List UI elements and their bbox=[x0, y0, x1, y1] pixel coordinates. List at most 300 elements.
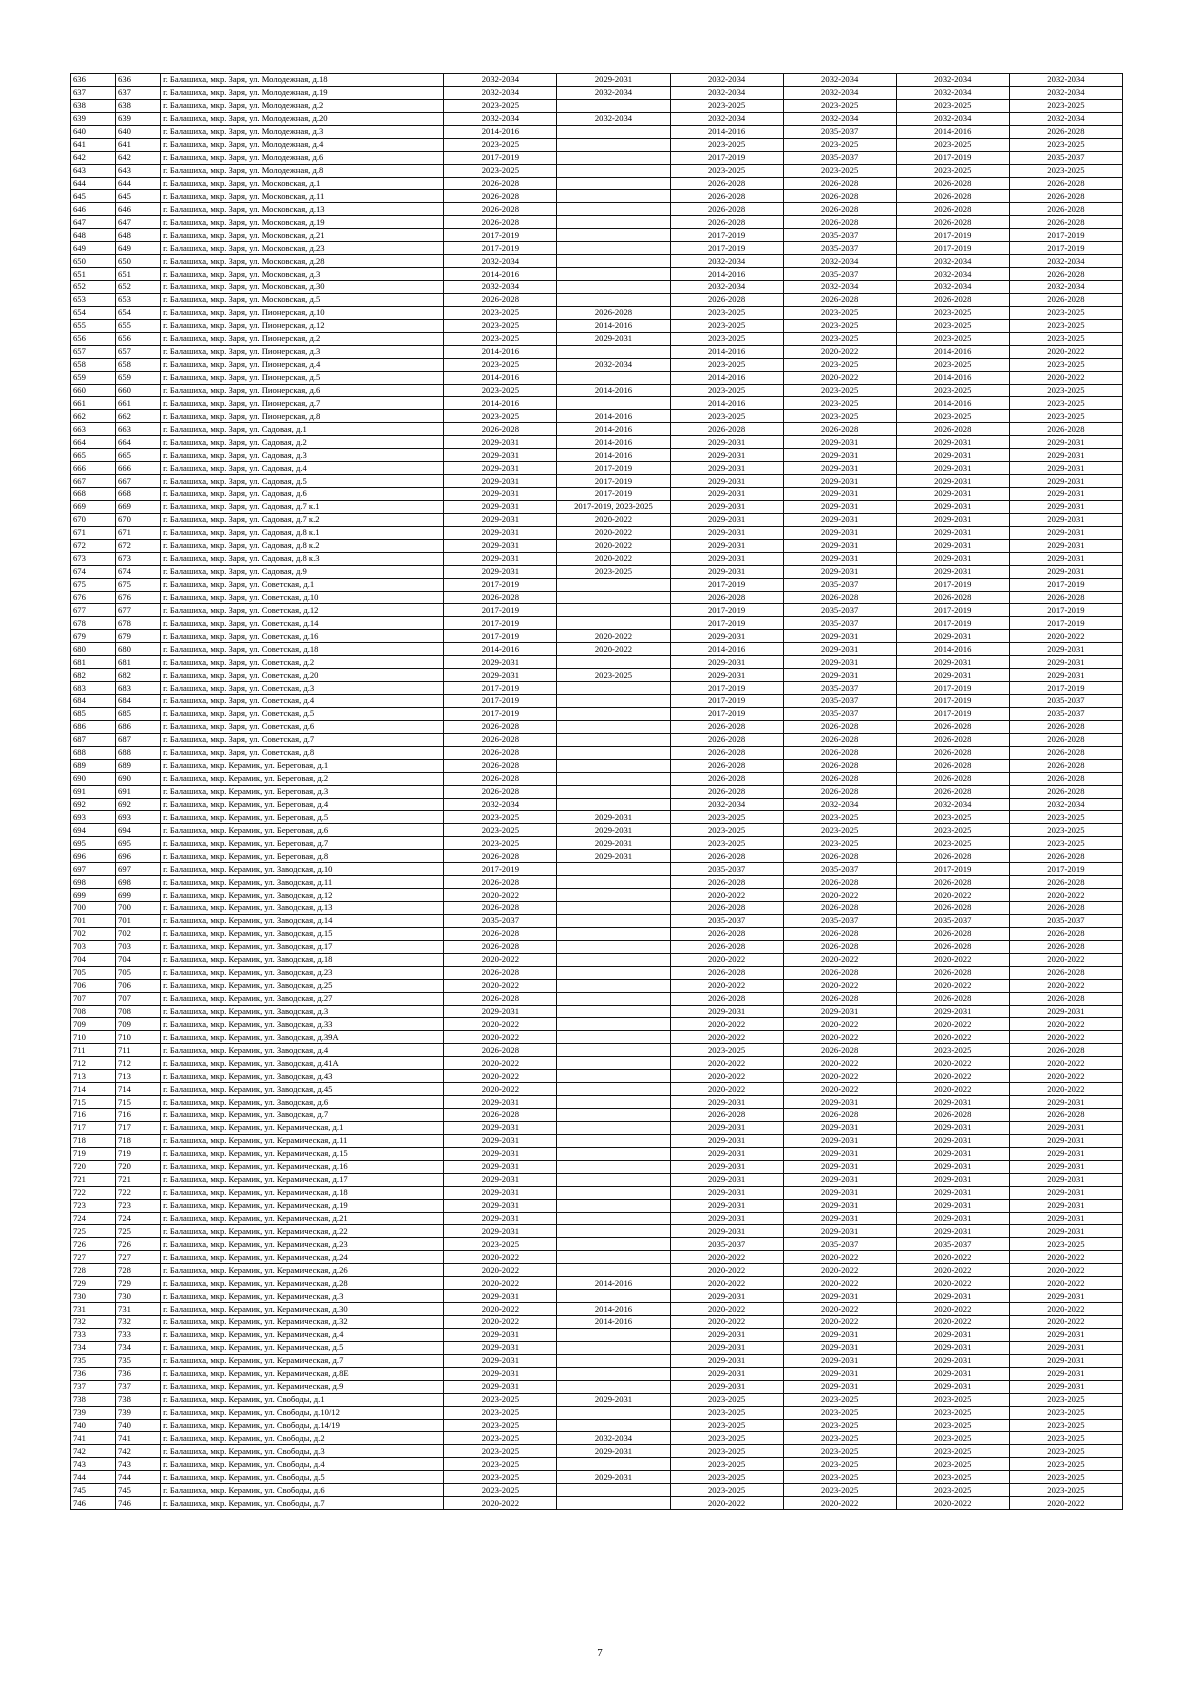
period-cell-4: 2032-2034 bbox=[783, 86, 896, 99]
row-number-cell: 672 bbox=[71, 539, 116, 552]
period-cell-5: 2026-2028 bbox=[896, 720, 1009, 733]
period-cell-2 bbox=[557, 578, 670, 591]
row-number-cell: 665 bbox=[71, 449, 116, 462]
period-cell-3: 2032-2034 bbox=[670, 74, 783, 87]
period-cell-2 bbox=[557, 1290, 670, 1303]
table-row bbox=[71, 112, 1123, 125]
period-cell-4: 2032-2034 bbox=[783, 281, 896, 294]
address-cell: г. Балашиха, мкр. Заря, ул. Советская, д.18 bbox=[161, 643, 444, 656]
row-number-cell: 649 bbox=[71, 242, 116, 255]
address-cell: г. Балашиха, мкр. Заря, ул. Московская, д.28 bbox=[161, 255, 444, 268]
row-number-cell: 659 bbox=[71, 371, 116, 384]
registry-number-cell: 706 bbox=[116, 979, 161, 992]
period-cell-3: 2026-2028 bbox=[670, 927, 783, 940]
period-cell-6: 2029-2031 bbox=[1009, 526, 1122, 539]
period-cell-5: 2029-2031 bbox=[896, 1328, 1009, 1341]
period-cell-2 bbox=[557, 1238, 670, 1251]
registry-number-cell: 652 bbox=[116, 281, 161, 294]
registry-number-cell: 721 bbox=[116, 1173, 161, 1186]
period-cell-1: 2035-2037 bbox=[444, 914, 557, 927]
period-cell-6: 2026-2028 bbox=[1009, 177, 1122, 190]
row-number-cell: 695 bbox=[71, 837, 116, 850]
row-number-cell: 671 bbox=[71, 526, 116, 539]
period-cell-2 bbox=[557, 876, 670, 889]
period-cell-2 bbox=[557, 656, 670, 669]
address-cell: г. Балашиха, мкр. Керамик, ул. Керамическая, д.32 bbox=[161, 1316, 444, 1329]
period-cell-5: 2023-2025 bbox=[896, 1419, 1009, 1432]
table-row bbox=[71, 500, 1123, 513]
period-cell-3: 2014-2016 bbox=[670, 397, 783, 410]
period-cell-4: 2035-2037 bbox=[783, 682, 896, 695]
period-cell-5: 2023-2025 bbox=[896, 1471, 1009, 1484]
period-cell-6: 2017-2019 bbox=[1009, 604, 1122, 617]
period-cell-6: 2017-2019 bbox=[1009, 578, 1122, 591]
schedule-table bbox=[70, 73, 1123, 1510]
registry-number-cell: 679 bbox=[116, 630, 161, 643]
period-cell-2: 2032-2034 bbox=[557, 358, 670, 371]
row-number-cell: 678 bbox=[71, 617, 116, 630]
registry-number-cell: 726 bbox=[116, 1238, 161, 1251]
period-cell-6: 2020-2022 bbox=[1009, 1251, 1122, 1264]
period-cell-3: 2035-2037 bbox=[670, 914, 783, 927]
period-cell-5: 2029-2031 bbox=[896, 1160, 1009, 1173]
address-cell: г. Балашиха, мкр. Керамик, ул. Свободы, д.1 bbox=[161, 1393, 444, 1406]
registry-number-cell: 725 bbox=[116, 1225, 161, 1238]
period-cell-1: 2026-2028 bbox=[444, 720, 557, 733]
address-cell: г. Балашиха, мкр. Керамик, ул. Свободы, д.3 bbox=[161, 1445, 444, 1458]
table-row bbox=[71, 720, 1123, 733]
period-cell-4: 2029-2031 bbox=[783, 1096, 896, 1109]
table-row bbox=[71, 876, 1123, 889]
row-number-cell: 680 bbox=[71, 643, 116, 656]
period-cell-6: 2029-2031 bbox=[1009, 1134, 1122, 1147]
address-cell: г. Балашиха, мкр. Керамик, ул. Свободы, д.4 bbox=[161, 1458, 444, 1471]
address-cell: г. Балашиха, мкр. Керамик, ул. Береговая, д.6 bbox=[161, 824, 444, 837]
period-cell-4: 2026-2028 bbox=[783, 850, 896, 863]
period-cell-6: 2023-2025 bbox=[1009, 824, 1122, 837]
table-row bbox=[71, 953, 1123, 966]
table-row bbox=[71, 565, 1123, 578]
period-cell-3: 2017-2019 bbox=[670, 617, 783, 630]
table-row bbox=[71, 1134, 1123, 1147]
period-cell-3: 2017-2019 bbox=[670, 604, 783, 617]
period-cell-2 bbox=[557, 759, 670, 772]
period-cell-6: 2029-2031 bbox=[1009, 1225, 1122, 1238]
period-cell-6: 2029-2031 bbox=[1009, 552, 1122, 565]
period-cell-5: 2020-2022 bbox=[896, 1277, 1009, 1290]
period-cell-1: 2029-2031 bbox=[444, 488, 557, 501]
address-cell: г. Балашиха, мкр. Заря, ул. Московская, д.11 bbox=[161, 190, 444, 203]
table-row bbox=[71, 1070, 1123, 1083]
address-cell: г. Балашиха, мкр. Заря, ул. Московская, д.3 bbox=[161, 268, 444, 281]
period-cell-3: 2026-2028 bbox=[670, 216, 783, 229]
period-cell-1: 2029-2031 bbox=[444, 565, 557, 578]
period-cell-2 bbox=[557, 992, 670, 1005]
registry-number-cell: 689 bbox=[116, 759, 161, 772]
address-cell: г. Балашиха, мкр. Керамик, ул. Заводская, д.3 bbox=[161, 1005, 444, 1018]
registry-number-cell: 715 bbox=[116, 1096, 161, 1109]
period-cell-1: 2023-2025 bbox=[444, 358, 557, 371]
table-row bbox=[71, 798, 1123, 811]
period-cell-5: 2029-2031 bbox=[896, 1341, 1009, 1354]
row-number-cell: 712 bbox=[71, 1057, 116, 1070]
registry-number-cell: 746 bbox=[116, 1497, 161, 1510]
period-cell-4: 2029-2031 bbox=[783, 1147, 896, 1160]
period-cell-1: 2029-2031 bbox=[444, 1173, 557, 1186]
period-cell-5: 2032-2034 bbox=[896, 281, 1009, 294]
table-row bbox=[71, 1160, 1123, 1173]
period-cell-5: 2023-2025 bbox=[896, 138, 1009, 151]
period-cell-4: 2029-2031 bbox=[783, 1005, 896, 1018]
period-cell-4: 2023-2025 bbox=[783, 1458, 896, 1471]
address-cell: г. Балашиха, мкр. Заря, ул. Молодежная, д.8 bbox=[161, 164, 444, 177]
period-cell-4: 2035-2037 bbox=[783, 125, 896, 138]
period-cell-4: 2020-2022 bbox=[783, 953, 896, 966]
row-number-cell: 645 bbox=[71, 190, 116, 203]
registry-number-cell: 742 bbox=[116, 1445, 161, 1458]
period-cell-3: 2029-2031 bbox=[670, 500, 783, 513]
registry-number-cell: 692 bbox=[116, 798, 161, 811]
registry-number-cell: 670 bbox=[116, 513, 161, 526]
period-cell-1: 2026-2028 bbox=[444, 177, 557, 190]
table-row bbox=[71, 643, 1123, 656]
period-cell-3: 2020-2022 bbox=[670, 1018, 783, 1031]
registry-number-cell: 642 bbox=[116, 151, 161, 164]
period-cell-2: 2023-2025 bbox=[557, 565, 670, 578]
address-cell: г. Балашиха, мкр. Керамик, ул. Заводская, д.6 bbox=[161, 1096, 444, 1109]
period-cell-2 bbox=[557, 902, 670, 915]
period-cell-3: 2020-2022 bbox=[670, 1057, 783, 1070]
period-cell-3: 2023-2025 bbox=[670, 1458, 783, 1471]
row-number-cell: 670 bbox=[71, 513, 116, 526]
period-cell-3: 2020-2022 bbox=[670, 1083, 783, 1096]
period-cell-6: 2026-2028 bbox=[1009, 927, 1122, 940]
address-cell: г. Балашиха, мкр. Заря, ул. Московская, д.13 bbox=[161, 203, 444, 216]
address-cell: г. Балашиха, мкр. Заря, ул. Московская, д.23 bbox=[161, 242, 444, 255]
table-row bbox=[71, 733, 1123, 746]
period-cell-5: 2029-2031 bbox=[896, 1173, 1009, 1186]
period-cell-4: 2029-2031 bbox=[783, 488, 896, 501]
period-cell-6: 2029-2031 bbox=[1009, 475, 1122, 488]
period-cell-1: 2023-2025 bbox=[444, 410, 557, 423]
period-cell-6: 2029-2031 bbox=[1009, 656, 1122, 669]
period-cell-6: 2029-2031 bbox=[1009, 436, 1122, 449]
period-cell-5: 2029-2031 bbox=[896, 1121, 1009, 1134]
registry-number-cell: 697 bbox=[116, 863, 161, 876]
period-cell-2 bbox=[557, 1186, 670, 1199]
address-cell: г. Балашиха, мкр. Заря, ул. Пионерская, д.12 bbox=[161, 319, 444, 332]
period-cell-2 bbox=[557, 746, 670, 759]
period-cell-4: 2029-2031 bbox=[783, 1134, 896, 1147]
row-number-cell: 737 bbox=[71, 1380, 116, 1393]
period-cell-6: 2035-2037 bbox=[1009, 707, 1122, 720]
table-row bbox=[71, 151, 1123, 164]
period-cell-6: 2029-2031 bbox=[1009, 513, 1122, 526]
period-cell-2 bbox=[557, 863, 670, 876]
period-cell-4: 2035-2037 bbox=[783, 151, 896, 164]
table-row bbox=[71, 216, 1123, 229]
period-cell-5: 2017-2019 bbox=[896, 151, 1009, 164]
registry-number-cell: 676 bbox=[116, 591, 161, 604]
period-cell-1: 2026-2028 bbox=[444, 850, 557, 863]
period-cell-6: 2026-2028 bbox=[1009, 992, 1122, 1005]
period-cell-3: 2029-2031 bbox=[670, 565, 783, 578]
row-number-cell: 653 bbox=[71, 293, 116, 306]
period-cell-5: 2026-2028 bbox=[896, 1109, 1009, 1122]
row-number-cell: 676 bbox=[71, 591, 116, 604]
address-cell: г. Балашиха, мкр. Заря, ул. Пионерская, д.2 bbox=[161, 332, 444, 345]
period-cell-6: 2023-2025 bbox=[1009, 811, 1122, 824]
schedule-table-body bbox=[71, 74, 1123, 1510]
period-cell-5: 2014-2016 bbox=[896, 125, 1009, 138]
registry-number-cell: 732 bbox=[116, 1316, 161, 1329]
period-cell-5: 2017-2019 bbox=[896, 604, 1009, 617]
address-cell: г. Балашиха, мкр. Заря, ул. Советская, д.14 bbox=[161, 617, 444, 630]
row-number-cell: 679 bbox=[71, 630, 116, 643]
address-cell: г. Балашиха, мкр. Керамик, ул. Заводская, д.33 bbox=[161, 1018, 444, 1031]
registry-number-cell: 659 bbox=[116, 371, 161, 384]
table-row bbox=[71, 99, 1123, 112]
period-cell-5: 2032-2034 bbox=[896, 74, 1009, 87]
period-cell-1: 2023-2025 bbox=[444, 1419, 557, 1432]
period-cell-6: 2020-2022 bbox=[1009, 1031, 1122, 1044]
table-row bbox=[71, 1044, 1123, 1057]
table-row bbox=[71, 397, 1123, 410]
period-cell-6: 2032-2034 bbox=[1009, 255, 1122, 268]
address-cell: г. Балашиха, мкр. Керамик, ул. Свободы, д.2 bbox=[161, 1432, 444, 1445]
table-row bbox=[71, 1406, 1123, 1419]
row-number-cell: 709 bbox=[71, 1018, 116, 1031]
period-cell-3: 2026-2028 bbox=[670, 720, 783, 733]
row-number-cell: 697 bbox=[71, 863, 116, 876]
period-cell-5: 2026-2028 bbox=[896, 293, 1009, 306]
table-row bbox=[71, 539, 1123, 552]
period-cell-6: 2023-2025 bbox=[1009, 332, 1122, 345]
address-cell: г. Балашиха, мкр. Керамик, ул. Береговая, д.4 bbox=[161, 798, 444, 811]
address-cell: г. Балашиха, мкр. Керамик, ул. Береговая, д.5 bbox=[161, 811, 444, 824]
period-cell-1: 2029-2031 bbox=[444, 449, 557, 462]
period-cell-5: 2026-2028 bbox=[896, 902, 1009, 915]
address-cell: г. Балашиха, мкр. Керамик, ул. Керамическая, д.30 bbox=[161, 1303, 444, 1316]
period-cell-3: 2023-2025 bbox=[670, 384, 783, 397]
period-cell-5: 2029-2031 bbox=[896, 449, 1009, 462]
period-cell-6: 2035-2037 bbox=[1009, 151, 1122, 164]
table-row bbox=[71, 1328, 1123, 1341]
period-cell-1: 2029-2031 bbox=[444, 1160, 557, 1173]
period-cell-4: 2026-2028 bbox=[783, 759, 896, 772]
period-cell-3: 2029-2031 bbox=[670, 1341, 783, 1354]
period-cell-3: 2023-2025 bbox=[670, 99, 783, 112]
address-cell: г. Балашиха, мкр. Заря, ул. Московская, д.5 bbox=[161, 293, 444, 306]
period-cell-6: 2017-2019 bbox=[1009, 617, 1122, 630]
address-cell: г. Балашиха, мкр. Заря, ул. Садовая, д.8 к.3 bbox=[161, 552, 444, 565]
address-cell: г. Балашиха, мкр. Заря, ул. Садовая, д.2 bbox=[161, 436, 444, 449]
period-cell-3: 2026-2028 bbox=[670, 177, 783, 190]
period-cell-1: 2023-2025 bbox=[444, 1445, 557, 1458]
period-cell-4: 2029-2031 bbox=[783, 1341, 896, 1354]
period-cell-3: 2020-2022 bbox=[670, 1251, 783, 1264]
period-cell-2: 2014-2016 bbox=[557, 1277, 670, 1290]
period-cell-6: 2032-2034 bbox=[1009, 281, 1122, 294]
period-cell-5: 2023-2025 bbox=[896, 1393, 1009, 1406]
period-cell-2 bbox=[557, 1380, 670, 1393]
period-cell-5: 2014-2016 bbox=[896, 397, 1009, 410]
period-cell-1: 2026-2028 bbox=[444, 927, 557, 940]
registry-number-cell: 649 bbox=[116, 242, 161, 255]
row-number-cell: 704 bbox=[71, 953, 116, 966]
row-number-cell: 719 bbox=[71, 1147, 116, 1160]
period-cell-5: 2029-2031 bbox=[896, 526, 1009, 539]
period-cell-5: 2029-2031 bbox=[896, 500, 1009, 513]
registry-number-cell: 648 bbox=[116, 229, 161, 242]
period-cell-2: 2014-2016 bbox=[557, 410, 670, 423]
registry-number-cell: 729 bbox=[116, 1277, 161, 1290]
period-cell-2 bbox=[557, 177, 670, 190]
period-cell-5: 2026-2028 bbox=[896, 733, 1009, 746]
period-cell-1: 2029-2031 bbox=[444, 1367, 557, 1380]
period-cell-5: 2032-2034 bbox=[896, 86, 1009, 99]
registry-number-cell: 673 bbox=[116, 552, 161, 565]
period-cell-5: 2026-2028 bbox=[896, 992, 1009, 1005]
period-cell-6: 2023-2025 bbox=[1009, 410, 1122, 423]
period-cell-5: 2014-2016 bbox=[896, 643, 1009, 656]
period-cell-2: 2014-2016 bbox=[557, 1316, 670, 1329]
period-cell-2 bbox=[557, 617, 670, 630]
row-number-cell: 708 bbox=[71, 1005, 116, 1018]
period-cell-4: 2026-2028 bbox=[783, 177, 896, 190]
registry-number-cell: 644 bbox=[116, 177, 161, 190]
period-cell-3: 2029-2031 bbox=[670, 539, 783, 552]
period-cell-5: 2029-2031 bbox=[896, 539, 1009, 552]
registry-number-cell: 674 bbox=[116, 565, 161, 578]
period-cell-5: 2020-2022 bbox=[896, 1497, 1009, 1510]
period-cell-2 bbox=[557, 979, 670, 992]
period-cell-1: 2029-2031 bbox=[444, 1096, 557, 1109]
period-cell-4: 2026-2028 bbox=[783, 591, 896, 604]
period-cell-5: 2029-2031 bbox=[896, 488, 1009, 501]
period-cell-2: 2020-2022 bbox=[557, 539, 670, 552]
period-cell-4: 2026-2028 bbox=[783, 1109, 896, 1122]
period-cell-2: 2029-2031 bbox=[557, 1445, 670, 1458]
address-cell: г. Балашиха, мкр. Керамик, ул. Заводская, д.41А bbox=[161, 1057, 444, 1070]
period-cell-2 bbox=[557, 268, 670, 281]
period-cell-5: 2026-2028 bbox=[896, 940, 1009, 953]
row-number-cell: 701 bbox=[71, 914, 116, 927]
period-cell-2: 2023-2025 bbox=[557, 669, 670, 682]
row-number-cell: 729 bbox=[71, 1277, 116, 1290]
period-cell-3: 2026-2028 bbox=[670, 423, 783, 436]
period-cell-4: 2020-2022 bbox=[783, 1264, 896, 1277]
address-cell: г. Балашиха, мкр. Керамик, ул. Заводская, д.45 bbox=[161, 1083, 444, 1096]
address-cell: г. Балашиха, мкр. Заря, ул. Московская, д.19 bbox=[161, 216, 444, 229]
period-cell-4: 2035-2037 bbox=[783, 604, 896, 617]
registry-number-cell: 639 bbox=[116, 112, 161, 125]
period-cell-2 bbox=[557, 914, 670, 927]
row-number-cell: 745 bbox=[71, 1484, 116, 1497]
row-number-cell: 731 bbox=[71, 1303, 116, 1316]
period-cell-4: 2029-2031 bbox=[783, 1290, 896, 1303]
registry-number-cell: 646 bbox=[116, 203, 161, 216]
period-cell-4: 2029-2031 bbox=[783, 1186, 896, 1199]
period-cell-5: 2023-2025 bbox=[896, 824, 1009, 837]
period-cell-4: 2023-2025 bbox=[783, 99, 896, 112]
period-cell-3: 2029-2031 bbox=[670, 1096, 783, 1109]
address-cell: г. Балашиха, мкр. Заря, ул. Молодежная, д.4 bbox=[161, 138, 444, 151]
table-row bbox=[71, 1316, 1123, 1329]
registry-number-cell: 708 bbox=[116, 1005, 161, 1018]
table-row bbox=[71, 656, 1123, 669]
registry-number-cell: 713 bbox=[116, 1070, 161, 1083]
registry-number-cell: 724 bbox=[116, 1212, 161, 1225]
table-row bbox=[71, 1057, 1123, 1070]
period-cell-3: 2014-2016 bbox=[670, 643, 783, 656]
address-cell: г. Балашиха, мкр. Керамик, ул. Керамическая, д.23 bbox=[161, 1238, 444, 1251]
address-cell: г. Балашиха, мкр. Керамик, ул. Заводская, д.15 bbox=[161, 927, 444, 940]
period-cell-4: 2026-2028 bbox=[783, 720, 896, 733]
period-cell-5: 2020-2022 bbox=[896, 1316, 1009, 1329]
period-cell-5: 2023-2025 bbox=[896, 811, 1009, 824]
period-cell-4: 2029-2031 bbox=[783, 1328, 896, 1341]
period-cell-3: 2020-2022 bbox=[670, 1277, 783, 1290]
period-cell-1: 2029-2031 bbox=[444, 513, 557, 526]
period-cell-4: 2029-2031 bbox=[783, 1121, 896, 1134]
address-cell: г. Балашиха, мкр. Керамик, ул. Керамическая, д.4 bbox=[161, 1328, 444, 1341]
period-cell-1: 2014-2016 bbox=[444, 345, 557, 358]
period-cell-4: 2020-2022 bbox=[783, 979, 896, 992]
period-cell-1: 2032-2034 bbox=[444, 112, 557, 125]
address-cell: г. Балашиха, мкр. Заря, ул. Пионерская, д.10 bbox=[161, 306, 444, 319]
period-cell-5: 2017-2019 bbox=[896, 229, 1009, 242]
period-cell-5: 2017-2019 bbox=[896, 617, 1009, 630]
period-cell-1: 2026-2028 bbox=[444, 1044, 557, 1057]
address-cell: г. Балашиха, мкр. Заря, ул. Советская, д.16 bbox=[161, 630, 444, 643]
period-cell-6: 2020-2022 bbox=[1009, 1057, 1122, 1070]
period-cell-3: 2020-2022 bbox=[670, 1303, 783, 1316]
period-cell-3: 2020-2022 bbox=[670, 1264, 783, 1277]
period-cell-3: 2020-2022 bbox=[670, 979, 783, 992]
table-row bbox=[71, 992, 1123, 1005]
period-cell-5: 2017-2019 bbox=[896, 863, 1009, 876]
period-cell-2 bbox=[557, 1328, 670, 1341]
address-cell: г. Балашиха, мкр. Заря, ул. Садовая, д.4 bbox=[161, 462, 444, 475]
period-cell-5: 2020-2022 bbox=[896, 889, 1009, 902]
period-cell-4: 2023-2025 bbox=[783, 1432, 896, 1445]
period-cell-4: 2023-2025 bbox=[783, 358, 896, 371]
period-cell-4: 2035-2037 bbox=[783, 242, 896, 255]
row-number-cell: 726 bbox=[71, 1238, 116, 1251]
period-cell-6: 2020-2022 bbox=[1009, 889, 1122, 902]
row-number-cell: 691 bbox=[71, 785, 116, 798]
period-cell-4: 2029-2031 bbox=[783, 1367, 896, 1380]
table-row bbox=[71, 371, 1123, 384]
period-cell-3: 2017-2019 bbox=[670, 707, 783, 720]
period-cell-1: 2029-2031 bbox=[444, 1186, 557, 1199]
period-cell-3: 2032-2034 bbox=[670, 798, 783, 811]
row-number-cell: 644 bbox=[71, 177, 116, 190]
period-cell-5: 2032-2034 bbox=[896, 255, 1009, 268]
period-cell-1: 2026-2028 bbox=[444, 759, 557, 772]
period-cell-4: 2023-2025 bbox=[783, 384, 896, 397]
table-row bbox=[71, 138, 1123, 151]
period-cell-5: 2020-2022 bbox=[896, 1251, 1009, 1264]
address-cell: г. Балашиха, мкр. Керамик, ул. Керамическая, д.9 bbox=[161, 1380, 444, 1393]
period-cell-1: 2029-2031 bbox=[444, 1199, 557, 1212]
period-cell-6: 2023-2025 bbox=[1009, 1406, 1122, 1419]
period-cell-1: 2020-2022 bbox=[444, 1251, 557, 1264]
address-cell: г. Балашиха, мкр. Заря, ул. Московская, д.1 bbox=[161, 177, 444, 190]
registry-number-cell: 731 bbox=[116, 1303, 161, 1316]
address-cell: г. Балашиха, мкр. Заря, ул. Садовая, д.9 bbox=[161, 565, 444, 578]
